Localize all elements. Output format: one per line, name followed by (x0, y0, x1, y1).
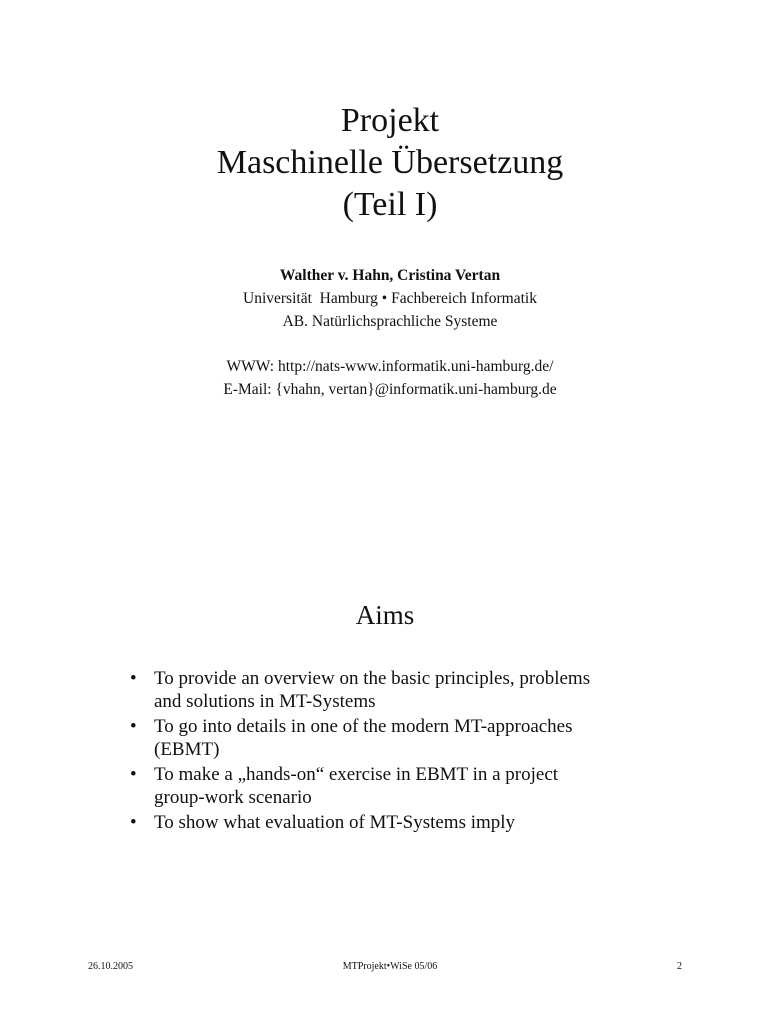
list-item (130, 668, 650, 713)
authors-block (0, 264, 770, 333)
bullet-icon: • (130, 812, 137, 833)
aim-line: To make a „hands-on“ exercise in EBMT in a project (154, 764, 559, 785)
page-number: 2 (677, 961, 682, 972)
aims-list (130, 668, 650, 838)
footer-course: MTProjekt•WiSe 05/06 (342, 961, 438, 972)
bullet-icon: • (130, 668, 137, 689)
list-item (130, 764, 650, 809)
aim-line: To show what evaluation of MT-Systems imply (154, 812, 516, 833)
title-line-3: (Teil I) (342, 186, 438, 223)
aims-heading: Aims (355, 600, 415, 630)
aim-line: To go into details in one of the modern MT-approaches (154, 716, 573, 737)
list-item (130, 812, 650, 835)
aim-line: group-work scenario (154, 786, 312, 808)
email-address: E-Mail: {vhahn, vertan}@informatik.uni-hamburg.de (223, 381, 557, 398)
bullet-icon: • (130, 716, 137, 737)
department: AB. Natürlichsprachliche Systeme (282, 313, 498, 330)
www-address: WWW: http://nats-www.informatik.uni-hamburg.de/ (226, 358, 554, 375)
footer-date: 26.10.2005 (88, 961, 133, 972)
aim-line: and solutions in MT-Systems (154, 690, 376, 712)
title-block (0, 100, 770, 226)
title-line-1: Projekt (340, 102, 440, 139)
bullet-icon: • (130, 764, 137, 785)
aim-line: (EBMT) (154, 738, 220, 760)
contact-block (0, 355, 770, 401)
author-names: Walther v. Hahn, Cristina Vertan (279, 267, 501, 284)
list-item (130, 716, 650, 761)
title-line-2: Maschinelle Übersetzung (216, 144, 564, 181)
institution: Universität Hamburg • Fachbereich Informatik (243, 290, 537, 307)
aim-line: To provide an overview on the basic principles, problems (154, 668, 591, 689)
